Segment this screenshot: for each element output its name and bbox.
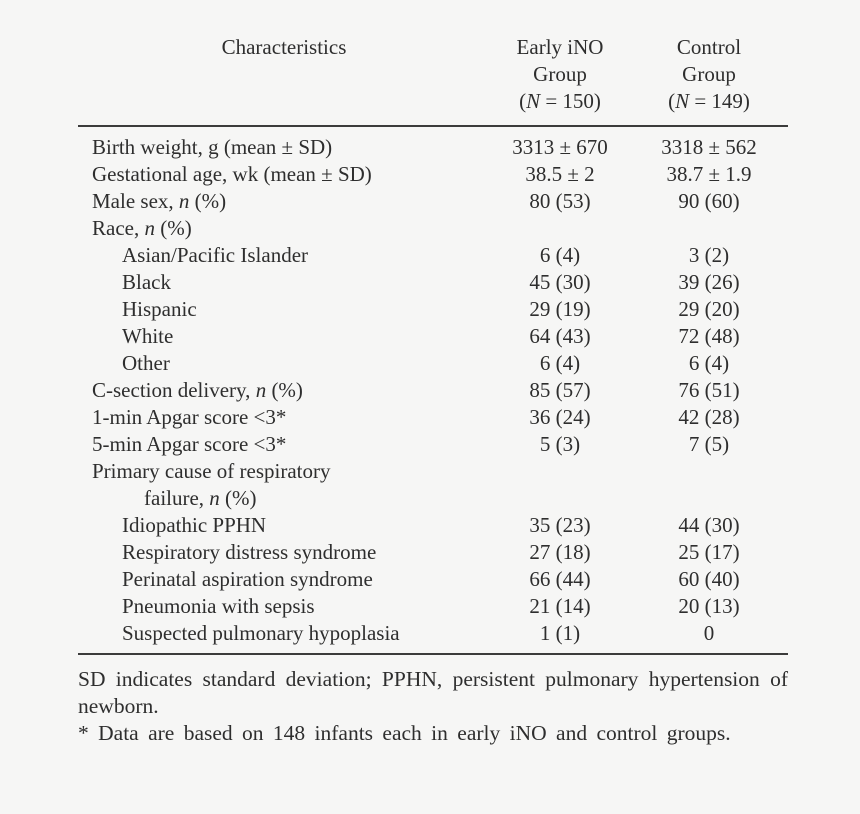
- table-row: [78, 431, 788, 458]
- row-label: Pneumonia with sepsis: [122, 594, 315, 618]
- table-row: [78, 323, 788, 350]
- table-row: [78, 188, 788, 215]
- early-ino-value: 29 (19): [529, 297, 591, 321]
- row-label: Other: [122, 351, 170, 375]
- control-value: [630, 458, 788, 485]
- control-value: 90 (60): [678, 189, 740, 213]
- control-group-name-line2: Group: [682, 62, 736, 86]
- characteristics-table: [78, 34, 788, 655]
- early-ino-value: 35 (23): [529, 513, 591, 537]
- table-row: [78, 512, 788, 539]
- control-value: 38.7 ± 1.9: [666, 162, 752, 186]
- row-label: C-section delivery, n (%): [92, 378, 303, 402]
- control-value: 25 (17): [678, 540, 740, 564]
- early-ino-value: 6 (4): [539, 351, 581, 375]
- early-ino-group-name-line2: Group: [533, 62, 587, 86]
- early-ino-value: [490, 458, 630, 485]
- early-ino-value: 27 (18): [529, 540, 591, 564]
- early-ino-value: 6 (4): [539, 243, 581, 267]
- control-value: 44 (30): [678, 513, 740, 537]
- early-ino-value: [490, 215, 630, 242]
- table-row: [78, 242, 788, 269]
- table-body: [78, 126, 788, 654]
- table-row: [78, 215, 788, 242]
- table-footnotes: [78, 655, 788, 747]
- row-label: Gestational age, wk (mean ± SD): [92, 162, 372, 186]
- early-ino-value: 45 (30): [529, 270, 591, 294]
- early-ino-value: 5 (3): [539, 432, 581, 456]
- row-label: 5-min Apgar score <3*: [92, 432, 287, 456]
- row-label: Primary cause of respiratory: [92, 459, 331, 483]
- header-characteristics: Characteristics: [221, 35, 347, 59]
- table-row: [78, 377, 788, 404]
- header-row: [78, 34, 788, 126]
- control-value: 0: [703, 621, 715, 645]
- control-value: 20 (13): [678, 594, 740, 618]
- control-group-n: (N = 149): [668, 89, 750, 113]
- early-ino-value: 38.5 ± 2: [525, 162, 595, 186]
- control-value: [630, 215, 788, 242]
- row-label: 1-min Apgar score <3*: [92, 405, 287, 429]
- control-value: 42 (28): [678, 405, 740, 429]
- early-ino-value: 21 (14): [529, 594, 591, 618]
- table-row: [78, 539, 788, 566]
- table-row: [78, 458, 788, 485]
- table-row: [78, 404, 788, 431]
- early-ino-value: 36 (24): [529, 405, 591, 429]
- table-row: [78, 593, 788, 620]
- table-header: [78, 34, 788, 126]
- table-row: [78, 269, 788, 296]
- control-value: 60 (40): [678, 567, 740, 591]
- control-value: 39 (26): [678, 270, 740, 294]
- table-row: [78, 126, 788, 161]
- early-ino-value: 1 (1): [539, 621, 581, 645]
- control-value: 6 (4): [688, 351, 730, 375]
- footnote-abbreviations: SD indicates standard deviation; PPHN, persistent pulmonary hypertension of newborn.: [78, 667, 788, 718]
- row-label: Idiopathic PPHN: [122, 513, 267, 537]
- row-label: Race, n (%): [92, 216, 192, 240]
- row-label: Male sex, n (%): [92, 189, 227, 213]
- row-label: Black: [122, 270, 171, 294]
- footnote-asterisk: * Data are based on 148 infants each in early iNO and control groups.: [78, 721, 731, 745]
- table-row: [78, 485, 788, 512]
- row-label: Respiratory distress syndrome: [122, 540, 377, 564]
- row-label: failure, n (%): [144, 486, 257, 510]
- row-label: Hispanic: [122, 297, 197, 321]
- early-ino-value: 85 (57): [529, 378, 591, 402]
- control-group-name-line1: Control: [676, 35, 742, 59]
- header-control-group: [630, 34, 788, 126]
- row-label: Suspected pulmonary hypoplasia: [122, 621, 400, 645]
- table-row: [78, 350, 788, 377]
- header-early-ino-group: [490, 34, 630, 126]
- early-ino-value: 66 (44): [529, 567, 591, 591]
- control-value: [630, 485, 788, 512]
- control-value: 29 (20): [678, 297, 740, 321]
- control-value: 3 (2): [688, 243, 730, 267]
- early-ino-value: 3313 ± 670: [512, 135, 608, 159]
- control-value: 76 (51): [678, 378, 740, 402]
- row-label: White: [122, 324, 174, 348]
- control-value: 3318 ± 562: [661, 135, 757, 159]
- early-ino-group-name-line1: Early iNO: [516, 35, 604, 59]
- control-value: 72 (48): [678, 324, 740, 348]
- row-label: Asian/Pacific Islander: [122, 243, 309, 267]
- early-ino-value: 80 (53): [529, 189, 591, 213]
- early-ino-value: 64 (43): [529, 324, 591, 348]
- table-row: [78, 566, 788, 593]
- table-row: [78, 296, 788, 323]
- early-ino-group-n: (N = 150): [519, 89, 601, 113]
- early-ino-value: [490, 485, 630, 512]
- control-value: 7 (5): [688, 432, 730, 456]
- table-row: [78, 161, 788, 188]
- row-label: Birth weight, g (mean ± SD): [92, 135, 333, 159]
- row-label: Perinatal aspiration syndrome: [122, 567, 373, 591]
- table-row: [78, 620, 788, 654]
